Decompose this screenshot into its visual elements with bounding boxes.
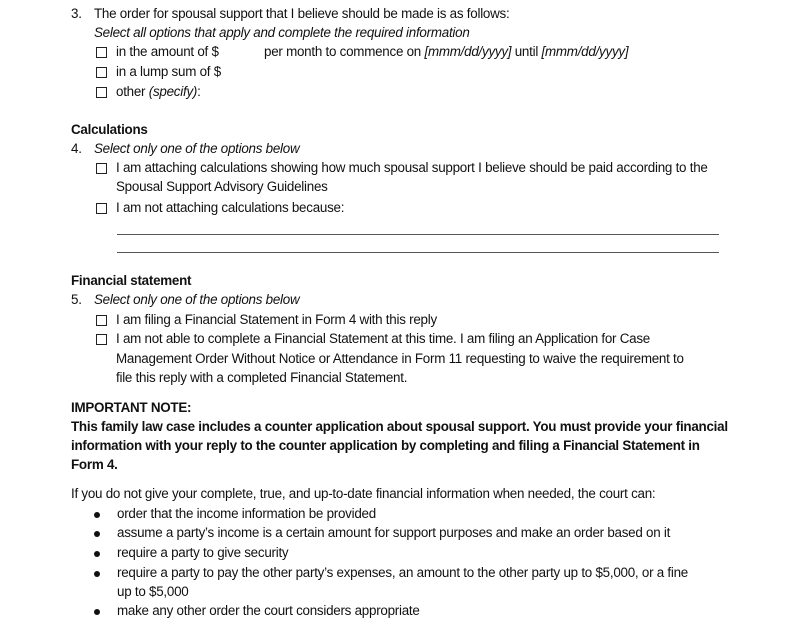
bullet-text: require a party to pay the other party’s expenses, an amount to the other party up to $5,000, or a fine <box>117 565 689 580</box>
note-heading: IMPORTANT NOTE: <box>71 400 192 415</box>
checkbox-amount[interactable] <box>96 47 107 58</box>
checkbox-lump-sum[interactable] <box>96 67 107 78</box>
option-label: I am filing a Financial Statement in Form 4 with this reply <box>116 312 437 327</box>
bullet-text: make any other order the court considers appropriate <box>117 603 420 618</box>
bullet-text: require a party to give security <box>117 545 289 560</box>
option-label: in the amount of $ <box>116 44 219 59</box>
section-heading: Calculations <box>71 122 148 137</box>
amount-input[interactable] <box>225 44 259 60</box>
option-label: in a lump sum of $ <box>116 64 221 79</box>
option-label: I am attaching calculations showing how much spousal support I believe should be paid according to the <box>116 160 708 175</box>
checkbox-not-able-financial-statement[interactable] <box>96 334 107 345</box>
bullet-icon <box>94 531 100 537</box>
note-text: information with your reply to the counter application by completing and filing a Financial Statement in <box>71 438 700 453</box>
note-text: This family law case includes a counter application about spousal support. You must provide your financial <box>71 419 728 434</box>
bullet-icon <box>94 609 100 615</box>
option-label: other (specify): <box>116 84 201 99</box>
bullet-text: assume a party’s income is a certain amount for support purposes and make an order based on it <box>117 525 671 540</box>
instruction-text: Select all options that apply and complete the required information <box>94 25 470 40</box>
option-label: I am not attaching calculations because: <box>116 200 345 215</box>
option-label-continued: Spousal Support Advisory Guidelines <box>116 179 328 194</box>
intro-text: If you do not give your complete, true, and up-to-date financial information when needed, the court can: <box>71 486 656 501</box>
lump-sum-input[interactable] <box>225 64 425 80</box>
checkbox-not-attaching-calculations[interactable] <box>96 203 107 214</box>
checkbox-filing-financial-statement[interactable] <box>96 315 107 326</box>
until-date-input[interactable]: [mmm/dd/yyyy] <box>541 44 629 59</box>
option-details: per month to commence on [mmm/dd/yyyy] until [mmm/dd/yyyy] <box>264 44 629 59</box>
reason-line-2[interactable] <box>117 252 719 253</box>
bullet-icon <box>94 551 100 557</box>
bullet-icon <box>94 571 100 577</box>
bullet-text: order that the income information be provided <box>117 506 376 521</box>
option-label-continued: file this reply with a completed Financial Statement. <box>116 370 408 385</box>
question-number: 4. <box>71 141 82 156</box>
checkbox-attaching-calculations[interactable] <box>96 163 107 174</box>
section-heading: Financial statement <box>71 273 192 288</box>
instruction-text: Select only one of the options below <box>94 292 300 307</box>
bullet-icon <box>94 512 100 518</box>
instruction-text: Select only one of the options below <box>94 141 300 156</box>
note-text: Form 4. <box>71 457 118 472</box>
bullet-text-continued: up to $5,000 <box>117 584 189 599</box>
option-label-continued: Management Order Without Notice or Attendance in Form 11 requesting to waive the requirement to <box>116 351 684 366</box>
question-text: The order for spousal support that I believe should be made is as follows: <box>94 6 510 21</box>
question-number: 5. <box>71 292 82 307</box>
other-specify-input[interactable] <box>210 84 510 100</box>
checkbox-other[interactable] <box>96 87 107 98</box>
commence-date-input[interactable]: [mmm/dd/yyyy] <box>424 44 512 59</box>
option-label: I am not able to complete a Financial Statement at this time. I am filing an Application for Case <box>116 331 650 346</box>
question-number: 3. <box>71 6 82 21</box>
reason-line-1[interactable] <box>117 234 719 235</box>
